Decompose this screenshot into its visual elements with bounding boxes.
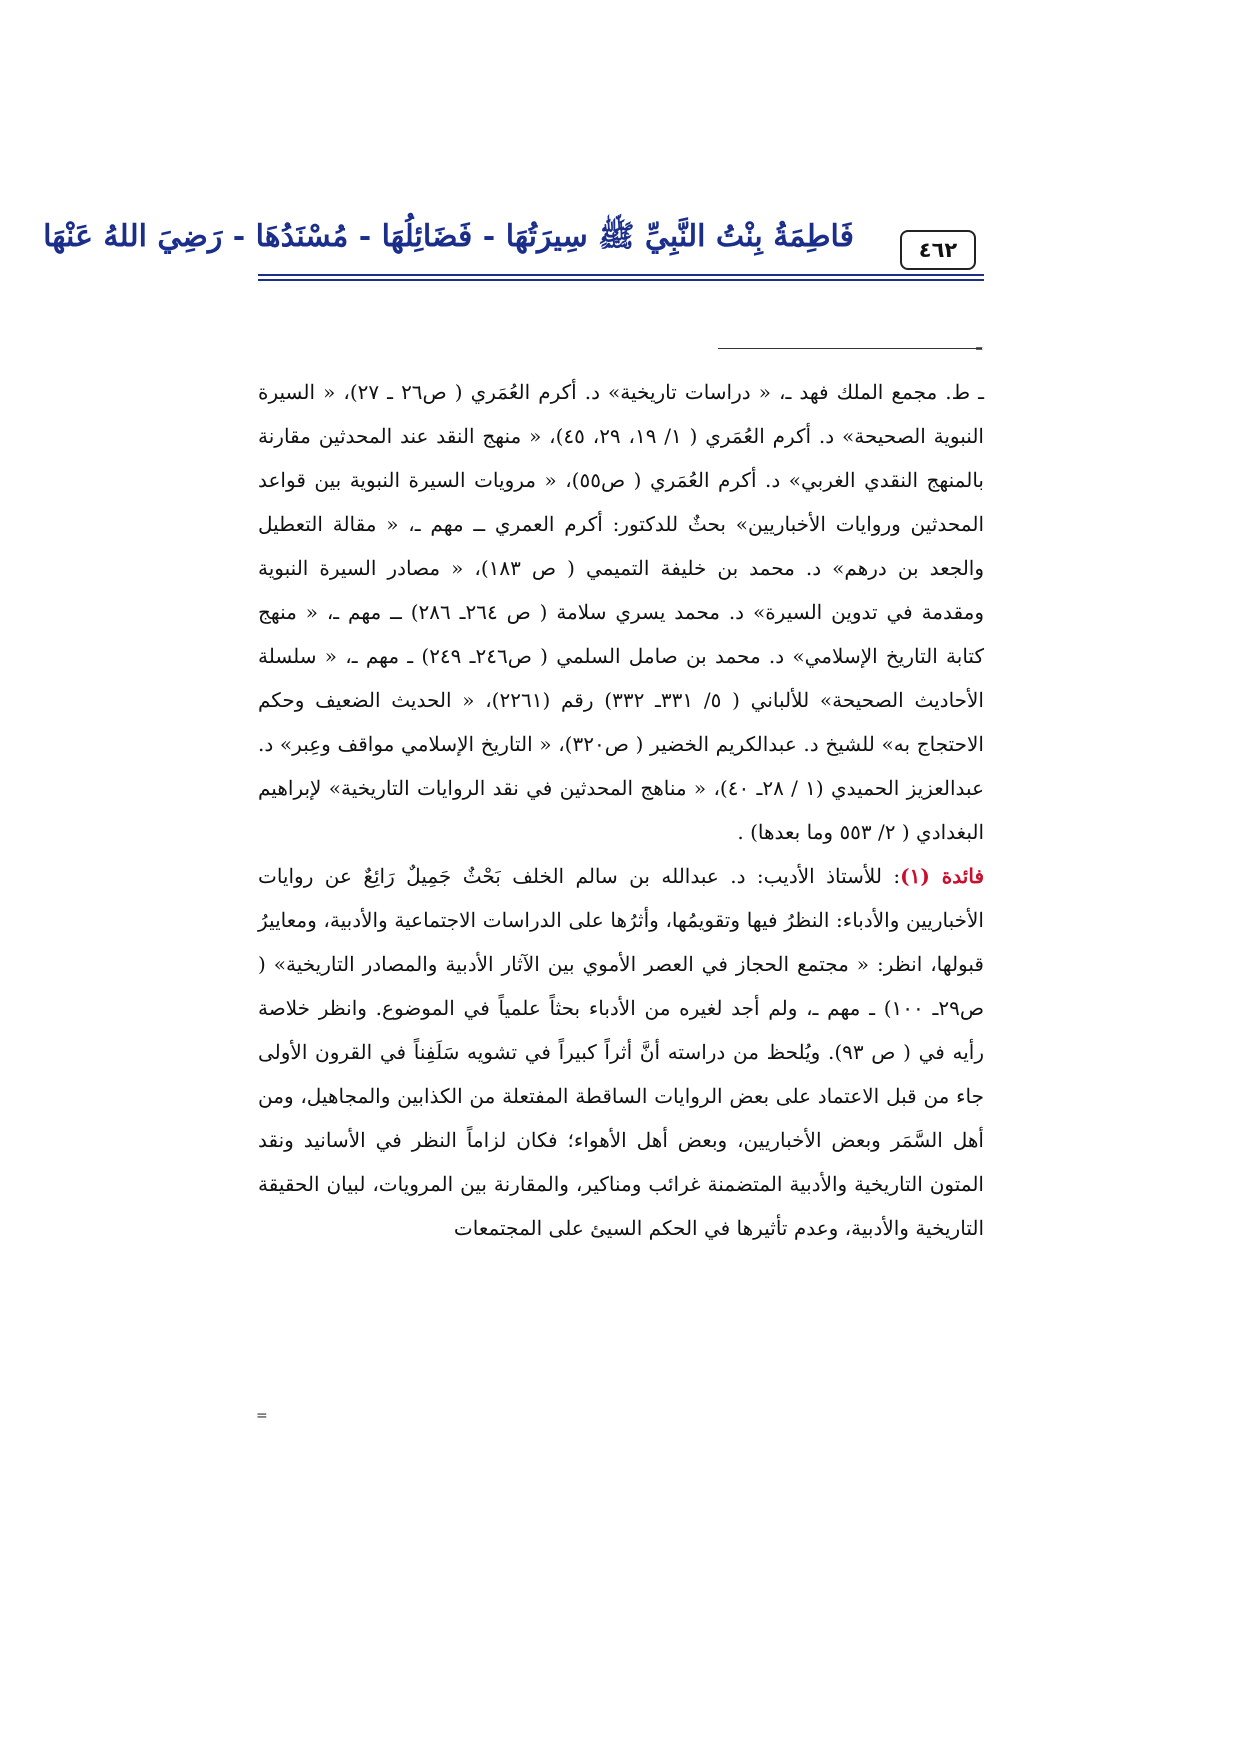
note-label: فائدة (١): [900, 864, 985, 888]
footnote-continues-mark: =: [256, 1408, 268, 1424]
header-rule: [258, 274, 984, 276]
footnote-continuation-mark: =: [975, 344, 984, 355]
footnote-body: [258, 370, 984, 1250]
header-rule-secondary: [258, 279, 984, 281]
note-text: : للأستاذ الأديب: د. عبدالله بن سالم الخلف بَحْثٌ جَمِيلٌ رَائِعٌ عن روايات الأخباريين والأدباء: النظرُ فيها وتقويمُها، وأثرُها على الدراسات الاجتماعية والأدبية، ومعاييرُ قبولها، انظر: « مجتمع الحجاز في العصر الأموي بين الآثار الأدبية والمصادر التاريخية» ( ص٢٩ـ ١٠٠) ـ مهم ـ، ولم أجد لغيره من الأدباء بحثاً علمياً في الموضوع. وانظر خلاصة رأيه في ( ص ٩٣). ويُلحظ من دراسته أنَّ أثراً كبيراً في تشويه سَلَفِناً في القرون الأولى جاء من قبل الاعتماد على بعض الروايات الساقطة المفتعلة من الكذابين والمجاهيل، ومن أهل السَّمَر وبعض الأخباريين، وبعض أهل الأهواء؛ فكان لزاماً النظر في الأسانيد ونقد المتون التاريخية والأدبية المتضمنة غرائب ومناكير، والمقارنة بين المرويات، لبيان الحقيقة التاريخية والأدبية، وعدم تأثيرها في الحكم السيئ على المجتمعات: [258, 864, 984, 1240]
footnote-separator: [718, 348, 982, 349]
book-title: فَاطِمَةُ بِنْتُ النَّبِيِّ ﷺ سِيرَتُهَا - فَضَائِلُهَا - مُسْنَدُهَا - رَضِيَ اللهُ عَنْهَا: [43, 219, 854, 254]
page-header: [43, 212, 984, 292]
note-paragraph: [258, 854, 984, 1250]
references-paragraph: ـ ط. مجمع الملك فهد ـ، « دراسات تاريخية» د. أكرم العُمَري ( ص٢٦ ـ ٢٧)، « السيرة النبوية الصحيحة» د. أكرم العُمَري ( ١/ ١٩، ٢٩، ٤٥)، « منهج النقد عند المحدثين مقارنة بالمنهج النقدي الغربي» د. أكرم العُمَري ( ص٥٥)، « مرويات السيرة النبوية بين قواعد المحدثين وروايات الأخباريين» بحثٌ للدكتور: أكرم العمري ــ مهم ـ، « مقالة التعطيل والجعد بن درهم» د. محمد بن خليفة التميمي ( ص ١٨٣)، « مصادر السيرة النبوية ومقدمة في تدوين السيرة» د. محمد يسري سلامة ( ص ٢٦٤ـ ٢٨٦) ــ مهم ـ، « منهج كتابة التاريخ الإسلامي» د. محمد بن صامل السلمي ( ص٢٤٦ـ ٢٤٩) ـ مهم ـ، « سلسلة الأحاديث الصحيحة» للألباني ( ٥/ ٣٣١ـ ٣٣٢) رقم (٢٢٦١)، « الحديث الضعيف وحكم الاحتجاج به» للشيخ د. عبدالكريم الخضير ( ص٣٢٠)، « التاريخ الإسلامي مواقف وعِبر» د. عبدالعزيز الحميدي (١ / ٢٨ـ ٤٠)، « مناهج المحدثين في نقد الروايات التاريخية» لإبراهيم البغدادي ( ٢/ ٥٥٣ وما بعدها) .: [258, 380, 985, 844]
page-number: ٤٦٢: [900, 230, 976, 270]
